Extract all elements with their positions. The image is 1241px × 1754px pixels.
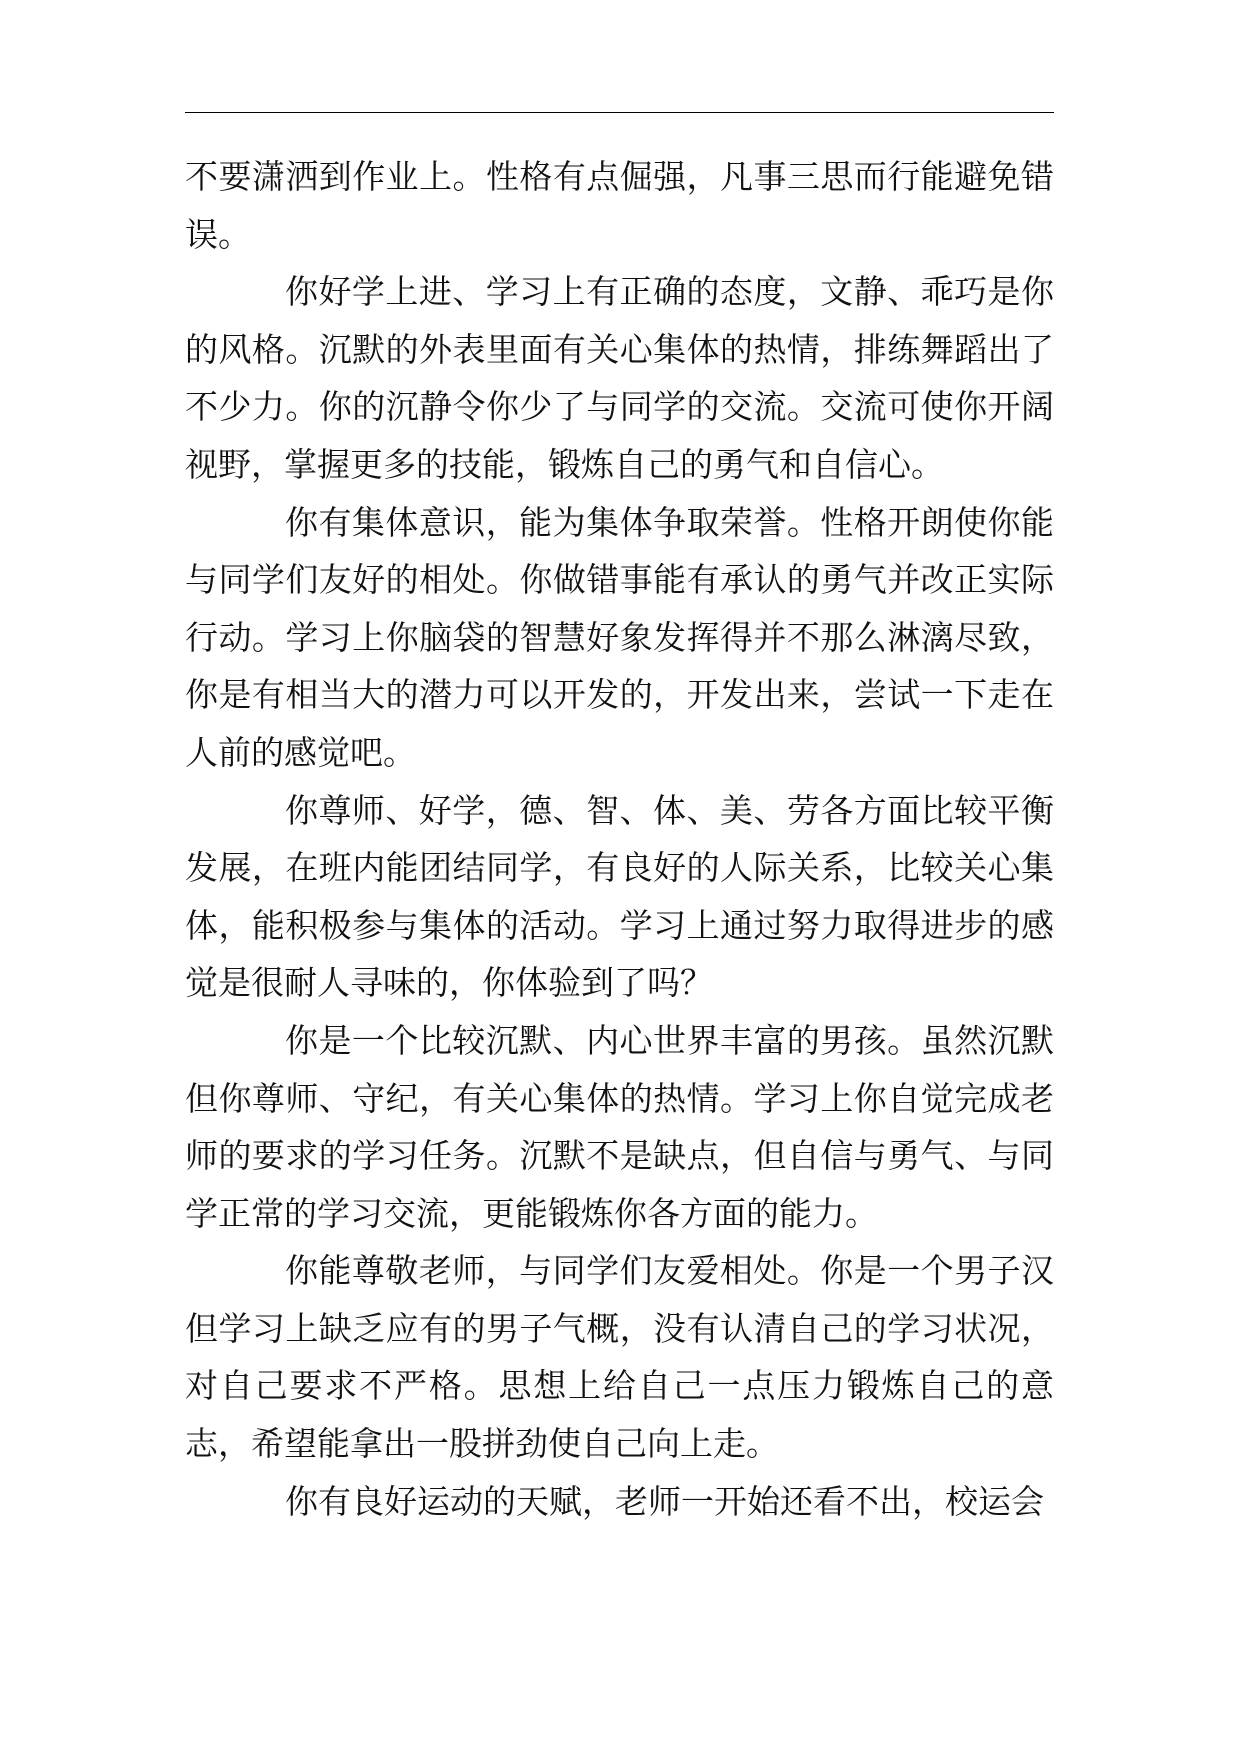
document-body xyxy=(185,148,1054,1530)
paragraph-7: 你有良好运动的天赋，老师一开始还看不出，校运会 xyxy=(285,1481,1044,1521)
paragraph-5: 你是一个比较沉默、内心世界丰富的男孩。虽然沉默但你尊师、守纪，有关心集体的热情。学习上你自觉完成老师的要求的学习任务。沉默不是缺点，但自信与勇气、与同学正常的学习交流，更能锻炼你各方面的能力。 xyxy=(185,1020,1054,1233)
paragraph-4: 你尊师、好学，德、智、体、美、劳各方面比较平衡发展，在班内能团结同学，有良好的人际关系，比较关心集体，能积极参与集体的活动。学习上通过努力取得进步的感觉是很耐人寻味的，你体验到了吗？ xyxy=(185,790,1054,1003)
paragraph-2: 你好学上进、学习上有正确的态度，文静、乖巧是你的风格。沉默的外表里面有关心集体的热情，排练舞蹈出了不少力。你的沉静令你少了与同学的交流。交流可使你开阔视野，掌握更多的技能，锻炼自己的勇气和自信心。 xyxy=(185,272,1054,484)
header-rule xyxy=(185,112,1054,113)
paragraph-3: 你有集体意识，能为集体争取荣誉。性格开朗使你能与同学们友好的相处。你做错事能有承认的勇气并改正实际行动。学习上你脑袋的智慧好象发挥得并不那么淋漓尽致，你是有相当大的潜力可以开发的，开发出来，尝试一下走在人前的感觉吧。 xyxy=(185,502,1054,772)
paragraph-6: 你能尊敬老师，与同学们友爱相处。你是一个男子汉但学习上缺乏应有的男子气概，没有认清自己的学习状况，对自己要求不严格。思想上给自己一点压力锻炼自己的意志，希望能拿出一股拼劲使自己向上走。 xyxy=(185,1251,1054,1464)
paragraph-1: 不要潇洒到作业上。性格有点倔强，凡事三思而行能避免错误。 xyxy=(185,157,1054,254)
